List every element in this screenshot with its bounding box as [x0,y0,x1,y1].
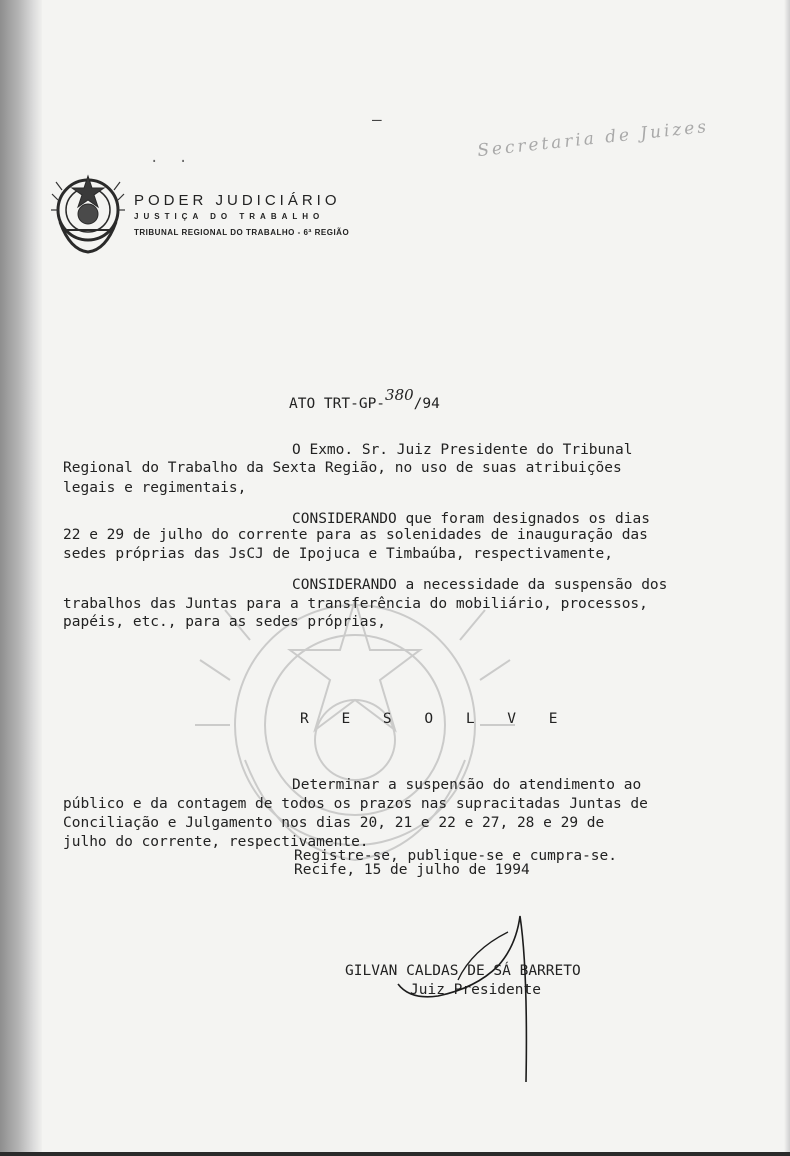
paragraph-2-line-2: 22 e 29 de julho do corrente para as solenidades de inauguração das [63,527,648,543]
scan-spine-shadow [0,0,42,1156]
paragraph-2-line-3: sedes próprias das JsCJ de Ipojuca e Timbaúba, respectivamente, [63,546,613,562]
header-poder-judiciario: PODER JUDICIÁRIO [134,192,341,209]
document-title [289,386,440,412]
paragraph-1-line-1: O Exmo. Sr. Juiz Presidente do Tribunal [292,442,633,458]
paragraph-3-line-1: CONSIDERANDO a necessidade da suspensão dos [292,577,668,593]
paragraph-4-line-3: Conciliação e Julgamento nos dias 20, 21 e 22 e 27, 28 e 29 de [63,815,605,831]
paragraph-1-line-3: legais e regimentais, [63,480,247,496]
title-suffix: /94 [413,396,440,412]
signer-name: GILVAN CALDAS DE SÁ BARRETO [345,963,581,979]
paragraph-3-line-2: trabalhos das Juntas para a transferência do mobiliário, processos, [63,596,648,612]
stray-mark: – [372,110,382,129]
paragraph-3-line-3: papéis, etc., para as sedes próprias, [63,614,387,630]
scan-bottom-edge [0,1152,790,1156]
header-justica-do-trabalho: JUSTIÇA DO TRABALHO [134,212,325,221]
paragraph-4-line-1: Determinar a suspensão do atendimento ao [292,777,642,793]
paragraph-1-line-2: Regional do Trabalho da Sexta Região, no uso de suas atribuições [63,460,622,476]
scan-right-edge [784,0,790,1156]
handwritten-note: Secretaria de Juizes [476,116,710,162]
coat-of-arms-emblem [50,170,126,256]
title-number: 380 [385,386,414,404]
place-and-date: Recife, 15 de julho de 1994 [294,862,530,878]
stray-dots: . . [150,150,194,166]
paragraph-4-line-2: público e da contagem de todos os prazos nas supracitadas Juntas de [63,796,648,812]
resolve-heading: R E S O L V E [300,711,570,727]
paragraph-2-line-1: CONSIDERANDO que foram designados os dias [292,511,650,527]
signer-role: Juiz Presidente [410,982,541,998]
header-tribunal-regional: TRIBUNAL REGIONAL DO TRABALHO - 6ª REGIÃO [134,228,350,237]
closing-line: Registre-se, publique-se e cumpra-se. [294,848,618,864]
handwritten-signature [380,910,540,1090]
paragraph-4-line-4: julho do corrente, respectivamente. [63,834,369,850]
title-prefix: ATO TRT-GP- [289,396,386,412]
